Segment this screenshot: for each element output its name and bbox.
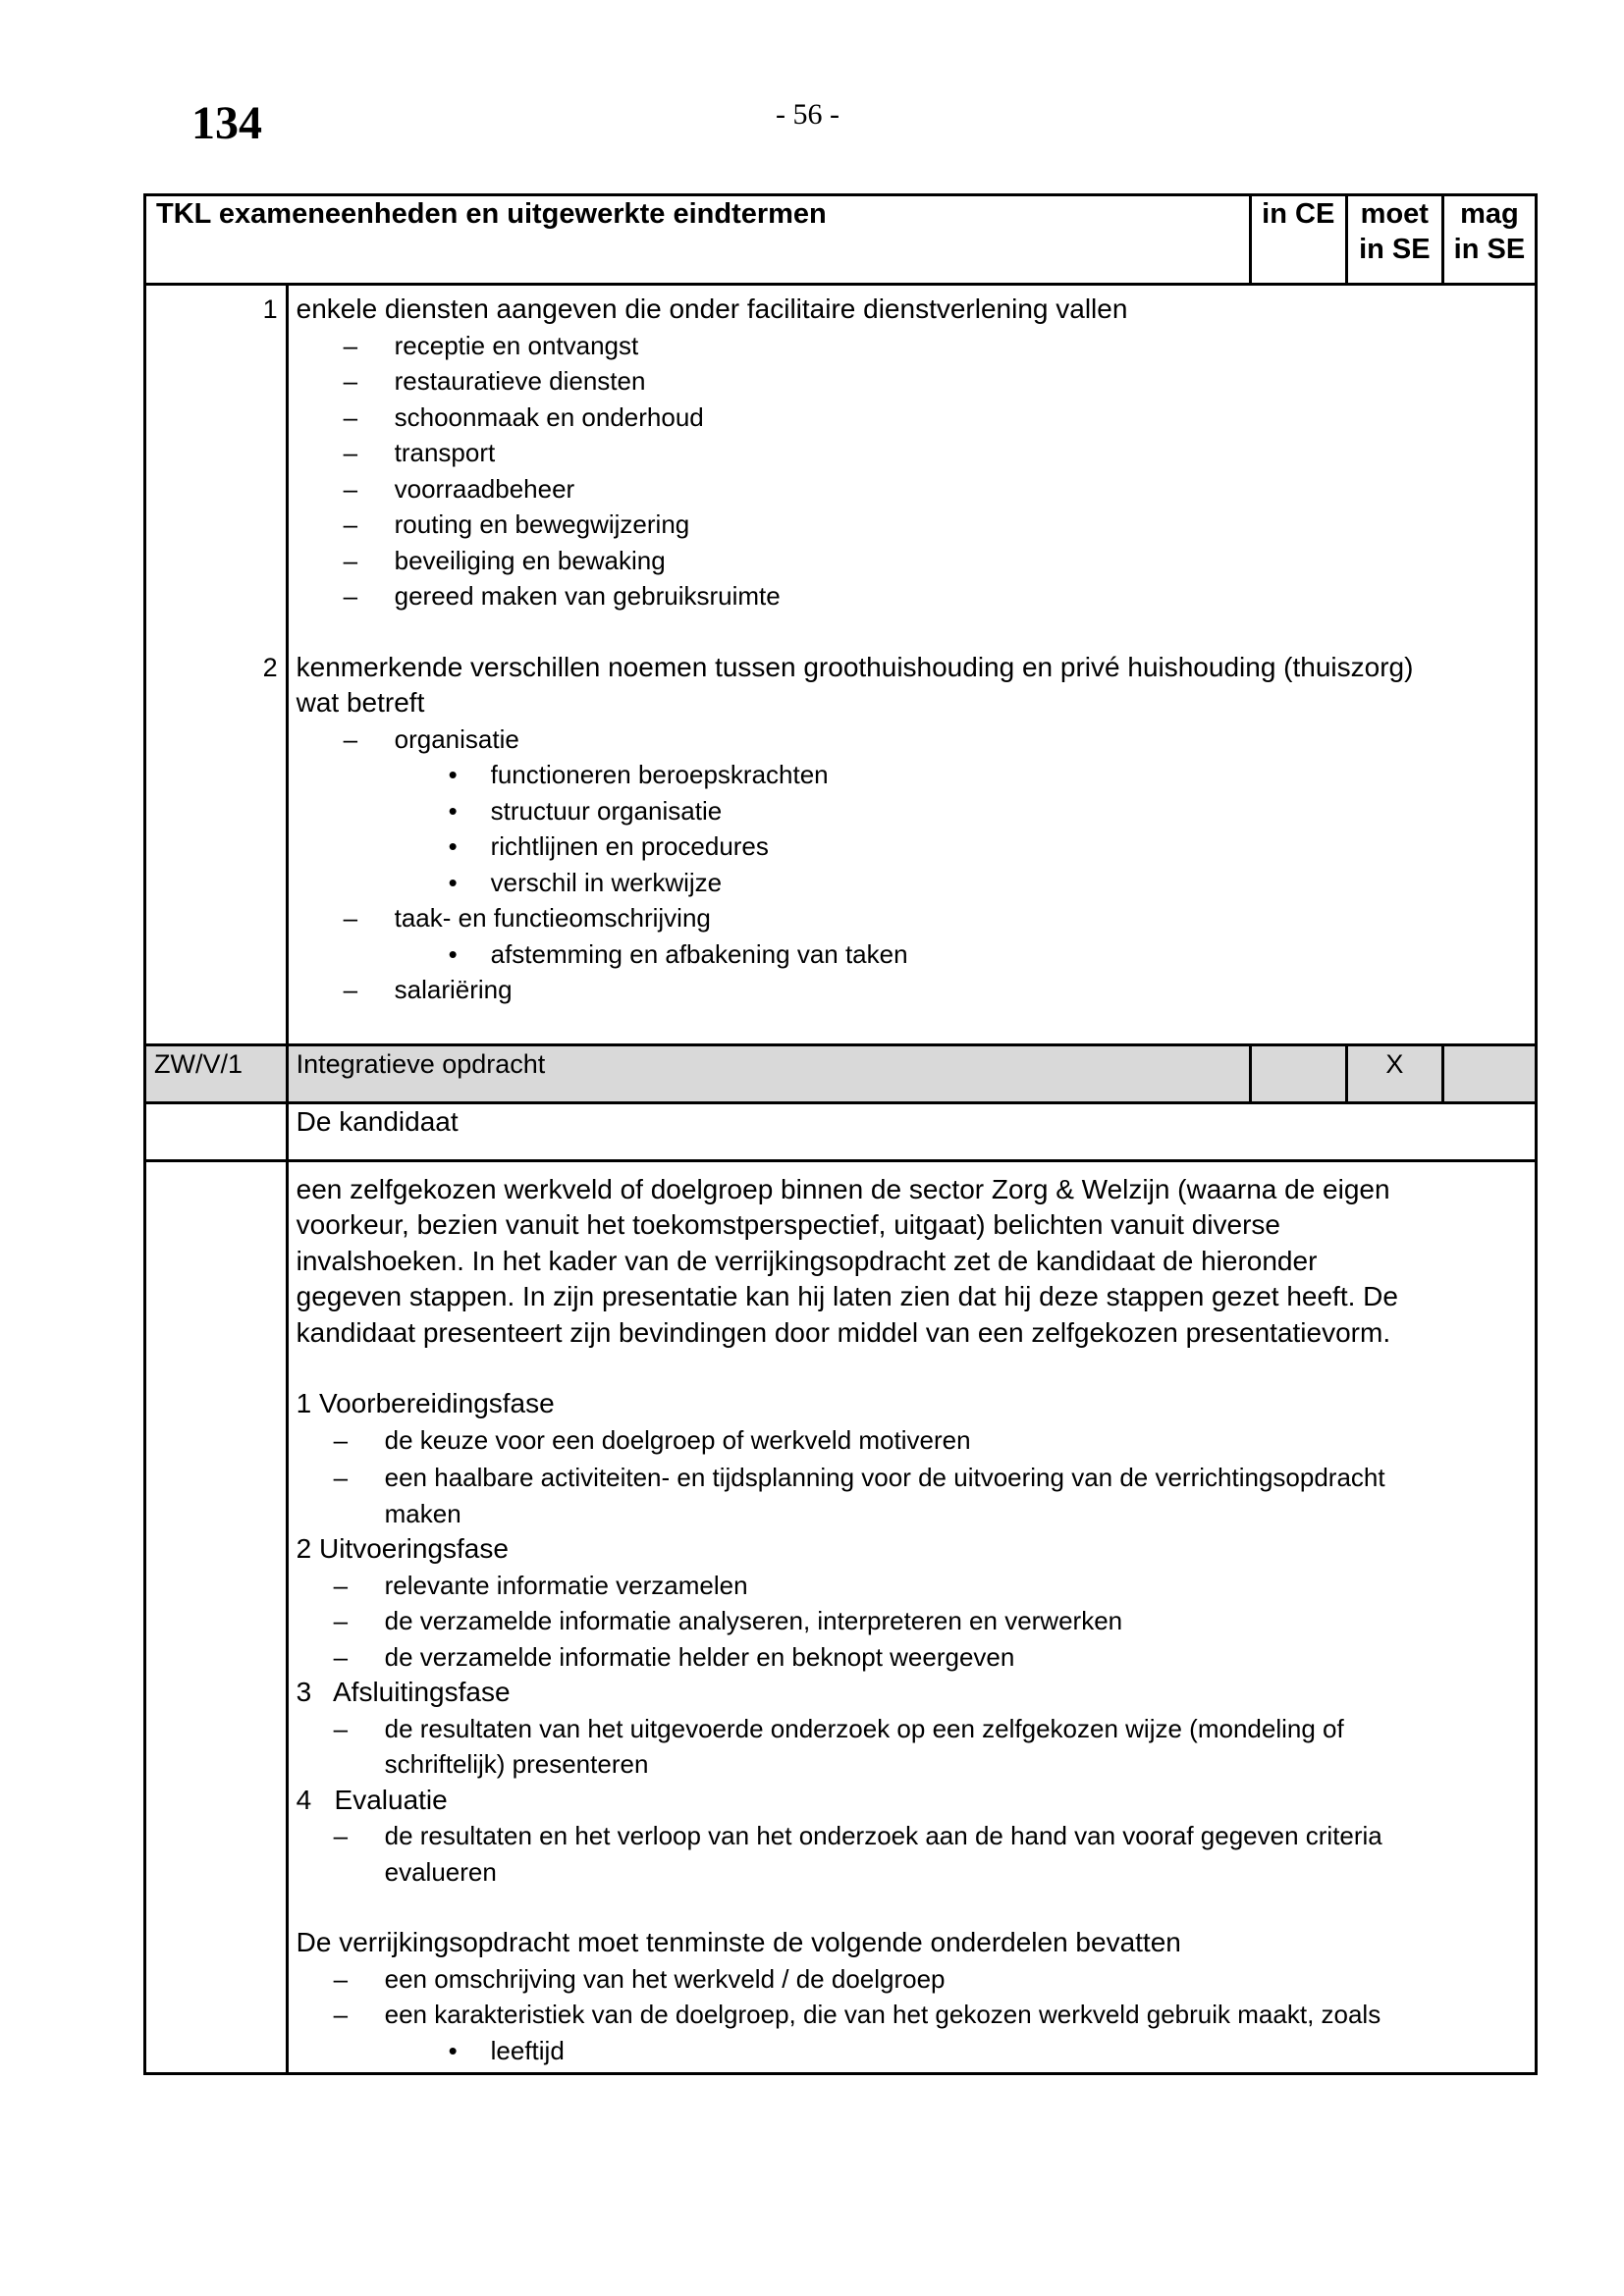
list-item: – beveiliging en bewaking bbox=[297, 543, 1525, 579]
dash-icon: – bbox=[343, 330, 358, 360]
bullet-item: • leeftijd bbox=[297, 2033, 1525, 2069]
dash-icon: – bbox=[333, 1606, 349, 1635]
eindtermen-table bbox=[143, 193, 1538, 2075]
list-item: – een haalbare activiteiten- en tijdsplanning voor de uitvoering van de verrichtingsopdracht maken bbox=[297, 1460, 1525, 1531]
dash-icon: – bbox=[343, 581, 358, 611]
dash-icon: – bbox=[343, 723, 358, 754]
list-item: – de resultaten van het uitgevoerde onderzoek op een zelfgekozen wijze (mondeling of schriftelijk) presenteren bbox=[297, 1711, 1525, 1783]
unit-mag-in-se bbox=[1442, 1044, 1536, 1102]
col-header-mag-line2: in SE bbox=[1453, 234, 1526, 265]
list-item: – salariëring bbox=[297, 972, 1525, 1008]
list-item: – routing en bewegwijzering bbox=[297, 507, 1525, 543]
bullet-icon: • bbox=[448, 795, 458, 826]
dash-icon: – bbox=[333, 1713, 349, 1743]
list-item: – een omschrijving van het werkveld / de doelgroep bbox=[297, 1961, 1525, 1998]
dash-icon: – bbox=[333, 1463, 349, 1492]
dash-icon: – bbox=[343, 473, 358, 504]
dash-icon: – bbox=[343, 366, 358, 396]
list-item: – receptie en ontvangst bbox=[297, 328, 1525, 364]
bullet-item: • afstemming en afbakening van taken bbox=[297, 936, 1525, 973]
dash-icon: – bbox=[333, 2000, 349, 2029]
list-item: – gereed maken van gebruiksruimte bbox=[297, 578, 1525, 614]
dash-icon: – bbox=[343, 545, 358, 575]
intro-paragraph: een zelfgekozen werkveld of doelgroep binnen de sector Zorg & Welzijn (waarna de eigen voorkeur, bezien vanuit het toekomstperspectief, uitgaat) belichten vanuit diverse invalshoeken. In het kader van de verrijkingsopdracht zet de kandidaat de hieronder gegeven stappen. In zijn presentatie kan hij laten zien dat hij deze stappen gezet heeft. De kandidaat presenteert zijn bevindingen door middel van een zelfgekozen presentatievorm. bbox=[296, 1173, 1398, 1348]
col-header-moet-line2: in SE bbox=[1359, 234, 1431, 265]
unit-row bbox=[145, 1044, 1537, 1102]
list-item: – restauratieve diensten bbox=[297, 363, 1525, 400]
eindterm-numbers bbox=[145, 285, 288, 1045]
table-title: TKL exameneenheden en uitgewerkte eindtermen bbox=[145, 195, 1251, 285]
bullet-icon: • bbox=[448, 831, 458, 861]
kandidaat-empty-cell bbox=[145, 1102, 288, 1160]
dash-icon: – bbox=[333, 1424, 349, 1455]
list-item: – de verzamelde informatie helder en beknopt weergeven bbox=[297, 1639, 1525, 1676]
bullet-icon: • bbox=[448, 938, 458, 969]
eindterm-content bbox=[287, 285, 1536, 1045]
dash-icon: – bbox=[333, 1570, 349, 1600]
list-item: – taak- en functieomschrijving bbox=[297, 900, 1525, 936]
bullet-item: • structuur organisatie bbox=[297, 793, 1525, 829]
phase-title: 3 Afsluitingsfase bbox=[296, 1677, 511, 1707]
requirements-title: De verrijkingsopdracht moet tenminste de volgende onderdelen bevatten bbox=[296, 1927, 1181, 1957]
opdracht-content-row bbox=[145, 1160, 1537, 2074]
col-header-mag-in-se bbox=[1442, 195, 1536, 285]
list-item: – organisatie bbox=[297, 721, 1525, 758]
list-item: – relevante informatie verzamelen bbox=[297, 1568, 1525, 1604]
bullet-item: • verschil in werkwijze bbox=[297, 865, 1525, 901]
unit-moet-in-se: X bbox=[1346, 1044, 1442, 1102]
opdracht-content bbox=[287, 1160, 1536, 2074]
dash-icon: – bbox=[343, 975, 358, 1004]
unit-in-ce bbox=[1250, 1044, 1346, 1102]
list-item: – de verzamelde informatie analyseren, interpreteren en verwerken bbox=[297, 1603, 1525, 1639]
list-item: – voorraadbeheer bbox=[297, 471, 1525, 507]
book-page-number: 134 bbox=[191, 97, 262, 149]
document-page-number: - 56 - bbox=[776, 98, 839, 131]
dash-icon: – bbox=[333, 1641, 349, 1672]
eindterm-number-1: 1 bbox=[262, 294, 278, 324]
dash-icon: – bbox=[333, 1963, 349, 1994]
bullet-icon: • bbox=[448, 760, 458, 789]
phase-title: 2 Uitvoeringsfase bbox=[296, 1533, 509, 1564]
list-item: – de resultaten en het verloop van het onderzoek aan de hand van vooraf gegeven criteria evalueren bbox=[297, 1818, 1525, 1890]
bullet-item: • richtlijnen en procedures bbox=[297, 828, 1525, 865]
dash-icon: – bbox=[343, 401, 358, 432]
kandidaat-row bbox=[145, 1102, 1537, 1160]
bullet-icon: • bbox=[448, 867, 458, 897]
col-header-in-ce: in CE bbox=[1250, 195, 1346, 285]
eindterm-1-text: enkele diensten aangeven die onder facilitaire dienstverlening vallen bbox=[296, 294, 1128, 324]
bullet-icon: • bbox=[448, 2035, 458, 2065]
dash-icon: – bbox=[343, 509, 358, 539]
eindterm-number-2: 2 bbox=[262, 652, 278, 682]
content-empty-cell bbox=[145, 1160, 288, 2074]
dash-icon: – bbox=[333, 1821, 349, 1850]
unit-title: Integratieve opdracht bbox=[287, 1044, 1250, 1102]
col-header-moet-in-se bbox=[1346, 195, 1442, 285]
dash-icon: – bbox=[343, 438, 358, 467]
eindterm-2-text-line1: kenmerkende verschillen noemen tussen groothuishouding en privé huishouding (thuiszorg) bbox=[296, 651, 1414, 682]
list-item: – transport bbox=[297, 435, 1525, 471]
table-header-row bbox=[145, 195, 1537, 285]
list-item: – de keuze voor een doelgroep of werkveld motiveren bbox=[297, 1422, 1525, 1459]
unit-code: ZW/V/1 bbox=[145, 1044, 288, 1102]
phase-title: 4 Evaluatie bbox=[296, 1784, 448, 1815]
eindterm-2-text-line2: wat betreft bbox=[296, 687, 425, 718]
col-header-moet-line1: moet bbox=[1360, 198, 1429, 230]
dash-icon: – bbox=[343, 903, 358, 933]
phase-title: 1 Voorbereidingsfase bbox=[296, 1388, 555, 1418]
eindterm-section-row bbox=[145, 285, 1537, 1045]
col-header-mag-line1: mag bbox=[1460, 198, 1519, 230]
list-item: – schoonmaak en onderhoud bbox=[297, 400, 1525, 436]
kandidaat-label: De kandidaat bbox=[287, 1102, 1536, 1160]
bullet-item: • functioneren beroepskrachten bbox=[297, 757, 1525, 793]
list-item: – een karakteristiek van de doelgroep, die van het gekozen werkveld gebruik maakt, zoals bbox=[297, 1997, 1525, 2033]
